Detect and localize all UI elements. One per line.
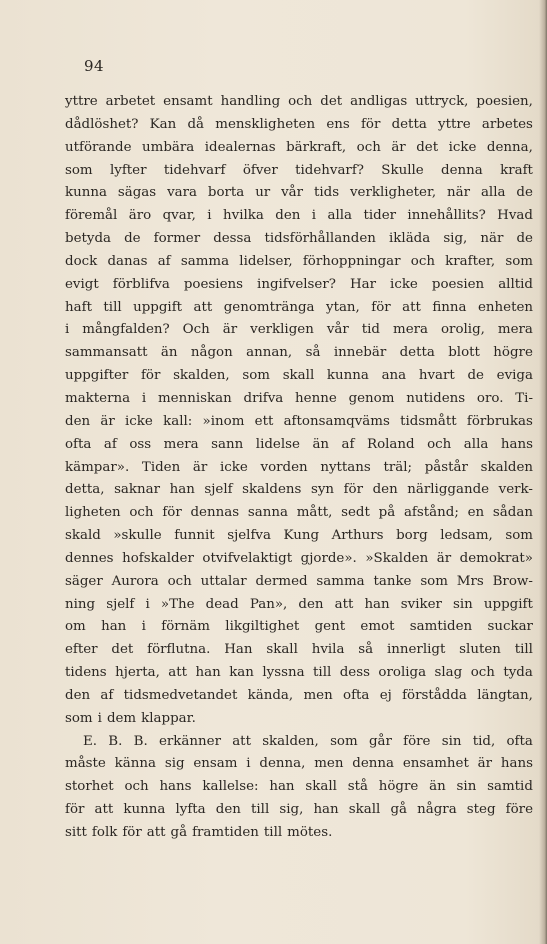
text-line: dock danas af samma lidelser, förhoppningar och krafter, som — [65, 253, 533, 269]
text-line: storhet och hans kallelse: han skall stå högre än sin samtid — [65, 779, 533, 795]
text-line: betyda de former dessa tidsförhållanden ikläda sig, när de — [65, 231, 533, 247]
text-line: tidens hjerta, att han kan lyssna till dess oroliga slag och tyda — [65, 665, 533, 681]
text-line: evigt förblifva poesiens ingifvelser? Har icke poesien alltid — [65, 276, 533, 292]
text-line: yttre arbetet ensamt handling och det andligas uttryck, poesien, — [65, 94, 533, 109]
text-line: utförande umbära idealernas bärkraft, och är det icke denna, — [65, 139, 533, 155]
text-line: säger Aurora och uttalar dermed samma tanke som Mrs Brow- — [65, 573, 533, 589]
page-edge-shadow — [539, 0, 547, 944]
text-line: kämpar». Tiden är icke vorden nyttans träl; påstår skalden — [65, 459, 533, 475]
text-line: den af tidsmedvetandet kända, men ofta ej förstådda längtan, — [65, 687, 533, 703]
text-line: makterna i menniskan drifva henne genom nutidens oro. Ti- — [65, 390, 533, 406]
text-line: i mångfalden? Och är verkligen vår tid mera orolig, mera — [65, 322, 533, 338]
text-line: sammansatt än någon annan, så innebär detta blott högre — [65, 345, 533, 361]
page-number: 94 — [84, 57, 105, 75]
text-line: detta, saknar han sjelf skaldens syn för den närliggande verk- — [65, 482, 533, 498]
text-line: sitt folk för att gå framtiden till mötes. — [65, 825, 333, 840]
text-line: ning sjelf i »The dead Pan», den att han sviker sin uppgift — [65, 596, 533, 612]
text-line: skald »skulle funnit sjelfva Kung Arthurs borg ledsam, som — [65, 528, 533, 544]
text-line: som lyfter tidehvarf öfver tidehvarf? Skulle denna kraft — [65, 162, 533, 178]
text-line: kunna sägas vara borta ur vår tids verkligheter, när alla de — [65, 185, 533, 201]
body-text — [65, 91, 533, 845]
text-line: efter det förflutna. Han skall hvila så innerligt sluten till — [65, 642, 533, 658]
text-line: som i dem klappar. — [65, 710, 196, 726]
text-line: ofta af oss mera sann lidelse än af Roland och alla hans — [65, 436, 533, 452]
text-line: måste känna sig ensam i denna, men denna ensamhet är hans — [65, 756, 533, 772]
text-line: uppgifter för skalden, som skall kunna ana hvart de eviga — [65, 368, 533, 384]
text-line: dennes hofskalder otvifvelaktigt gjorde». »Skalden är demokrat» — [65, 550, 533, 566]
text-line: föremål äro qvar, i hvilka den i alla tider innehållits? Hvad — [65, 208, 533, 224]
text-line: dådlöshet? Kan då menskligheten ens för detta yttre arbetes — [65, 116, 533, 132]
text-line: E. B. B. erkänner att skalden, som går före sin tid, ofta — [83, 733, 533, 749]
text-line: den är icke kall: »inom ett aftonsamqväms tidsmått förbrukas — [65, 413, 533, 429]
text-line: ligheten och för dennas sanna mått, sedt på afstånd; en sådan — [65, 505, 533, 521]
text-line: om han i förnäm likgiltighet gent emot samtiden suckar — [65, 619, 533, 635]
text-line: haft till uppgift att genomtränga ytan, för att finna enheten — [65, 299, 533, 315]
text-line: för att kunna lyfta den till sig, han skall gå några steg före — [65, 802, 533, 818]
